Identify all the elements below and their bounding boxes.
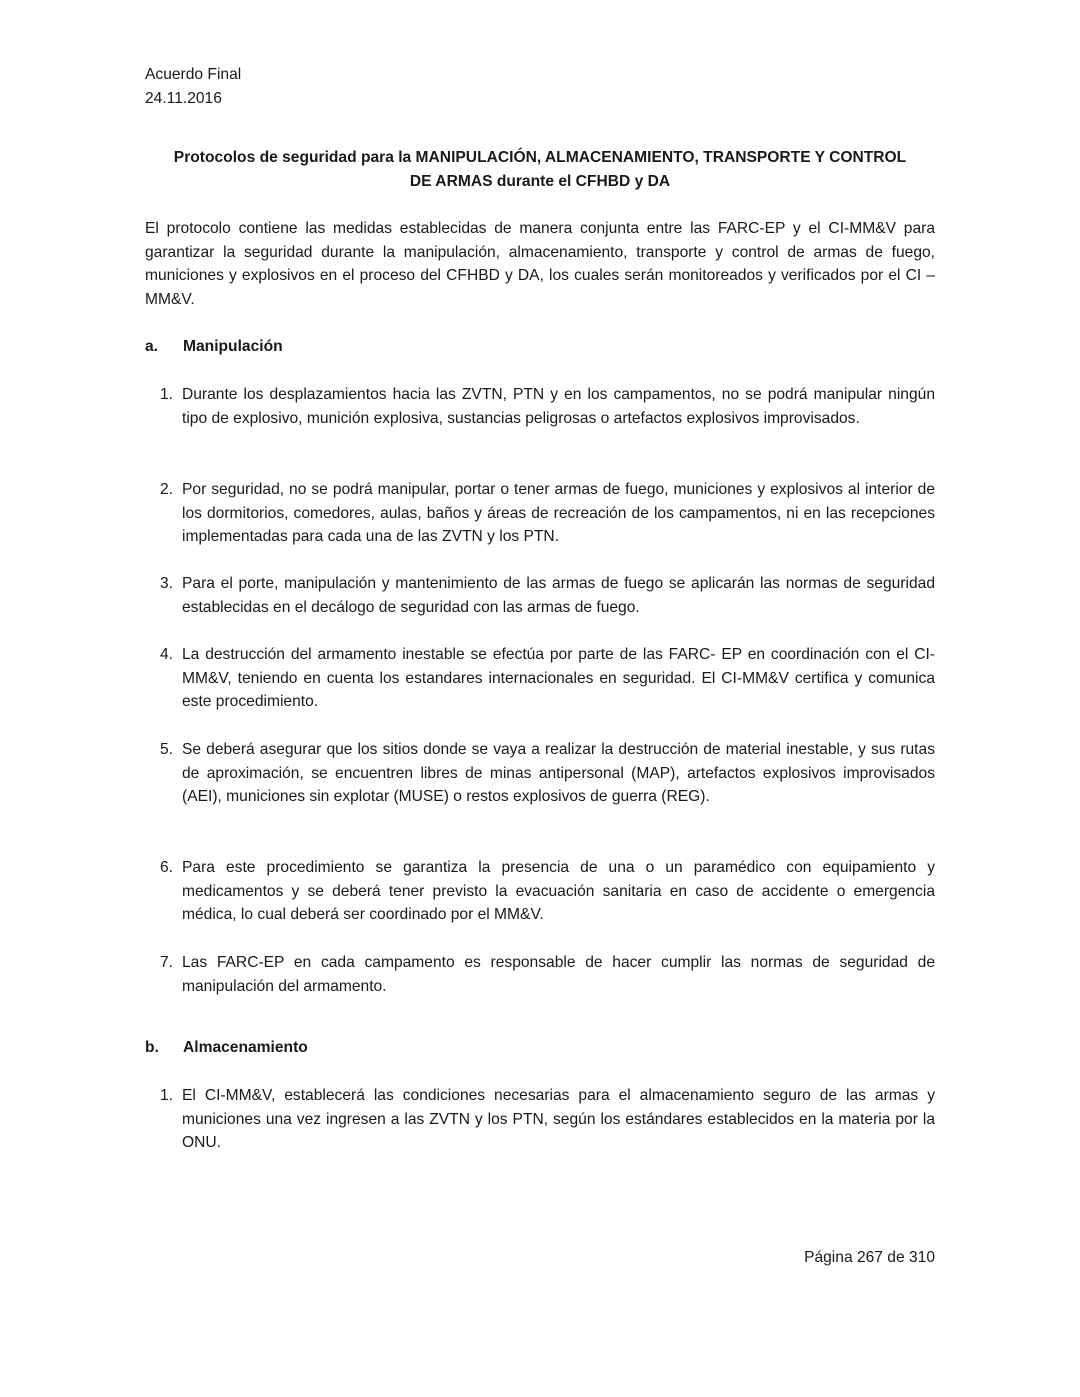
list-item bbox=[145, 383, 935, 430]
item-text: El CI-MM&V, establecerá las condiciones necesarias para el almacenamiento seguro de las armas y municiones una vez ingresen a las ZVTN y los PTN, según los estándares establecidos en la materia por la ONU. bbox=[182, 1087, 935, 1152]
list-item bbox=[145, 643, 935, 714]
item-number: 4. bbox=[159, 646, 173, 663]
item-text: La destrucción del armamento inestable se efectúa por parte de las FARC- EP en coordinación con el CI-MM&V, teniendo en cuenta los estandares internacionales en seguridad. El CI-MM&V certifica y comunica este procedimiento. bbox=[182, 646, 935, 711]
section-heading-b bbox=[145, 1036, 935, 1060]
section-letter: b. bbox=[145, 1039, 159, 1056]
section-letter: a. bbox=[145, 338, 159, 355]
list-item bbox=[145, 572, 935, 619]
item-number: 3. bbox=[159, 575, 173, 592]
item-text: Durante los desplazamientos hacia las ZVTN, PTN y en los campamentos, no se podrá manipular ningún tipo de explosivo, munición explosiva, sustancias peligrosas o artefactos explosivos improvisados. bbox=[182, 386, 935, 427]
header-date: 24.11.2016 bbox=[145, 89, 222, 107]
page-number: Página 267 de 310 bbox=[804, 1249, 935, 1266]
list-item bbox=[145, 856, 935, 927]
item-number: 2. bbox=[159, 481, 173, 498]
list-item bbox=[145, 738, 935, 809]
item-number: 1. bbox=[159, 1087, 173, 1104]
item-text: Para este procedimiento se garantiza la presencia de una o un paramédico con equipamiento y medicamentos y se deberá tener previsto la evacuación sanitaria en caso de accidente o emergencia médica, lo cual deberá ser coordinado por el MM&V. bbox=[182, 859, 935, 924]
section-title: Manipulación bbox=[183, 338, 283, 355]
intro-paragraph: El protocolo contiene las medidas establecidas de manera conjunta entre las FARC-EP y el CI-MM&V para garantizar la seguridad durante la manipulación, almacenamiento, transporte y control de armas de fuego, municiones y explosivos en el proceso del CFHBD y DA, los cuales serán monitoreados y verificados por el CI – MM&V. bbox=[145, 220, 935, 308]
item-number: 6. bbox=[159, 859, 173, 876]
title-line-1: Protocolos de seguridad para la MANIPULACIÓN, ALMACENAMIENTO, TRANSPORTE Y CONTROL bbox=[173, 149, 907, 166]
header-title: Acuerdo Final bbox=[145, 66, 242, 83]
item-number: 5. bbox=[159, 741, 173, 758]
item-text: Por seguridad, no se podrá manipular, portar o tener armas de fuego, municiones y explosivos al interior de los dormitorios, comedores, aulas, baños y áreas de recreación de los campamentos, ni en las recepciones implementadas para cada una de las ZVTN y los PTN. bbox=[182, 481, 935, 546]
item-text: Las FARC-EP en cada campamento es responsable de hacer cumplir las normas de seguridad de manipulación del armamento. bbox=[182, 954, 935, 995]
title-line-2: DE ARMAS durante el CFHBD y DA bbox=[409, 172, 671, 190]
item-number: 7. bbox=[159, 954, 173, 971]
list-item bbox=[145, 1084, 935, 1155]
item-text: Para el porte, manipulación y mantenimiento de las armas de fuego se aplicarán las normas de seguridad establecidas en el decálogo de seguridad con las armas de fuego. bbox=[182, 575, 935, 616]
section-heading-a bbox=[145, 335, 935, 359]
list-item bbox=[145, 951, 935, 998]
document-title bbox=[100, 146, 980, 193]
document-header bbox=[145, 63, 241, 110]
section-title: Almacenamiento bbox=[183, 1039, 308, 1056]
item-number: 1. bbox=[159, 386, 173, 403]
list-item bbox=[145, 478, 935, 549]
item-text: Se deberá asegurar que los sitios donde se vaya a realizar la destrucción de material inestable, y sus rutas de aproximación, se encuentren libres de minas antipersonal (MAP), artefactos explosivos improvisados (AEI), municiones sin explotar (MUSE) o restos explosivos de guerra (REG). bbox=[182, 741, 935, 806]
